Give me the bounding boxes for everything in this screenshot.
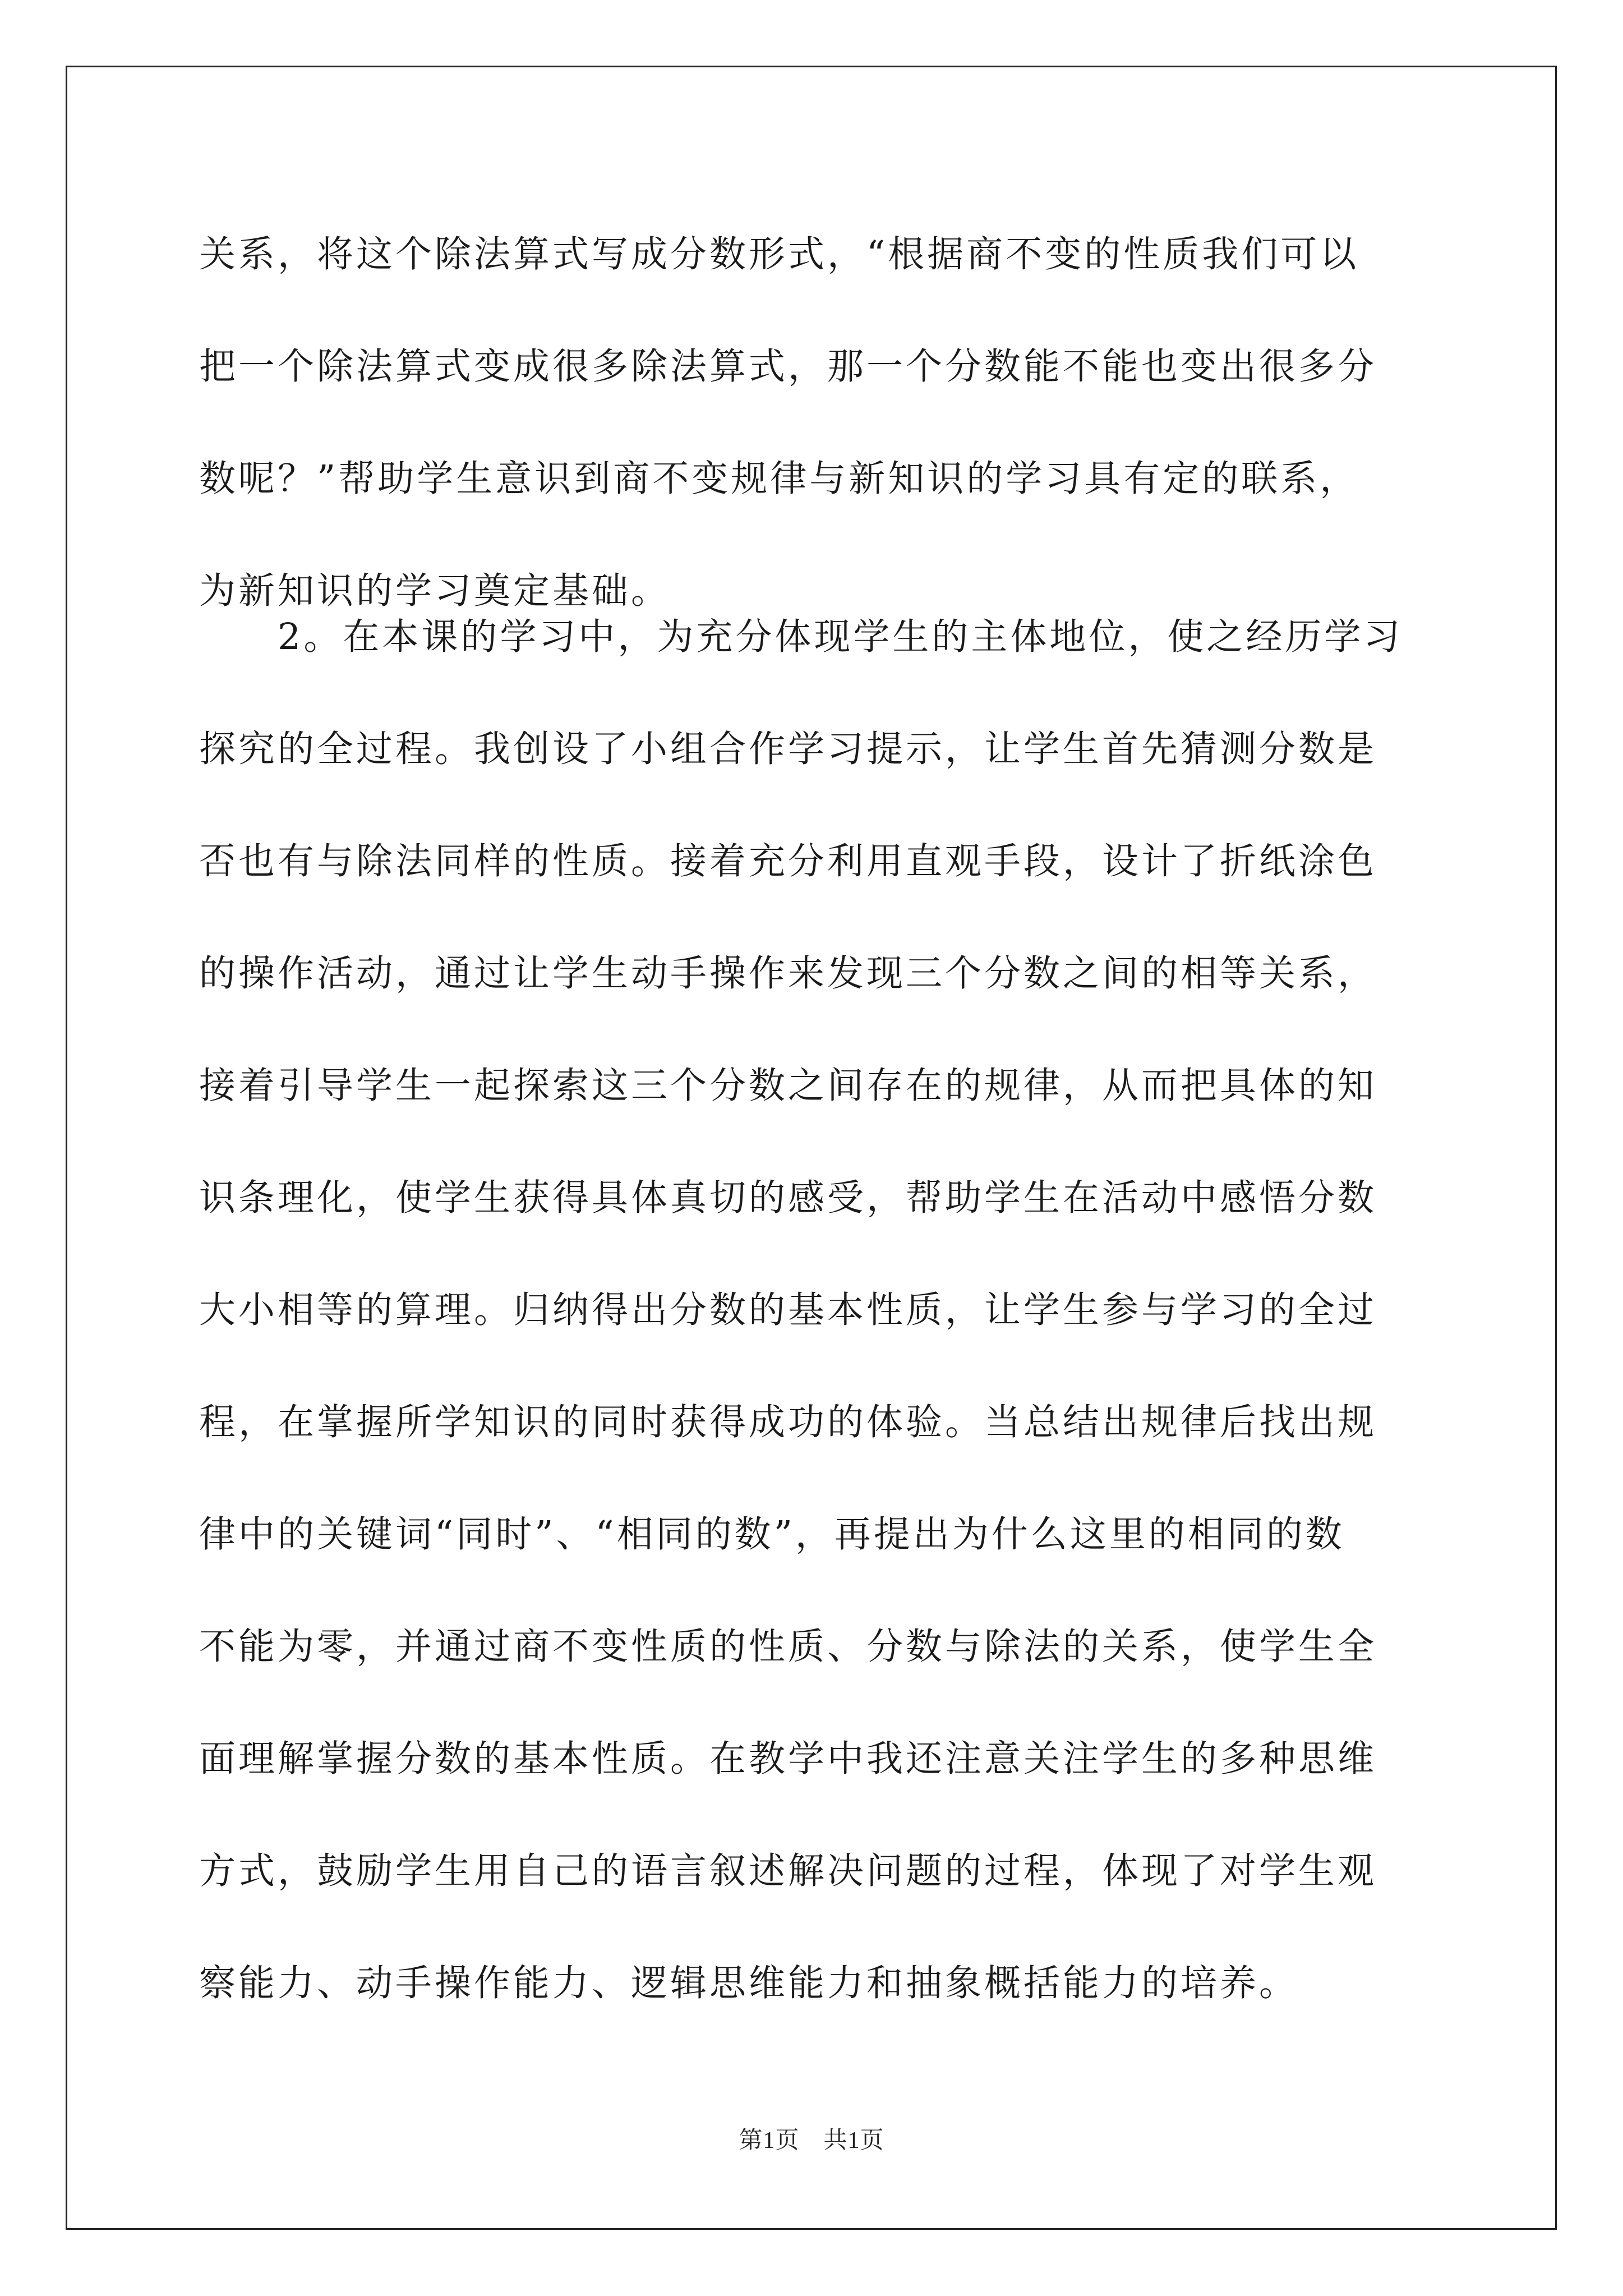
text-line: 方式，鼓励学生用自己的语言叙述解决问题的过程，体现了对学生观	[199, 1850, 1377, 1892]
text-line: 程，在掌握所学知识的同时获得成功的体验。当总结出规律后找出规	[199, 1401, 1377, 1443]
paragraph-2	[199, 581, 1427, 2040]
text-line: 识条理化，使学生获得具体真切的感受，帮助学生在活动中感悟分数	[199, 1177, 1377, 1219]
text-line: 不能为零，并通过商不变性质的性质、分数与除法的关系，使学生全	[199, 1626, 1377, 1668]
text-line: 接着引导学生一起探索这三个分数之间存在的规律，从而把具体的知	[199, 1065, 1377, 1107]
text-line: 大小相等的算理。归纳得出分数的基本性质，让学生参与学习的全过	[199, 1289, 1377, 1331]
page-footer: 第1页 共1页	[739, 2128, 884, 2154]
text-line: 2。在本课的学习中，为充分体现学生的主体地位，使之经历学习	[199, 616, 1403, 658]
text-line: 关系，将这个除法算式写成分数形式，“根据商不变的性质我们可以	[199, 233, 1359, 275]
text-line: 律中的关键词“同时”、“相同的数”，再提出为什么这里的相同的数	[199, 1513, 1345, 1556]
text-line: 探究的全过程。我创设了小组合作学习提示，让学生首先猜测分数是	[199, 728, 1377, 770]
paragraph-1	[199, 199, 1427, 647]
text-line: 为新知识的学习奠定基础。	[199, 570, 671, 612]
text-line: 察能力、动手操作能力、逻辑思维能力和抽象概括能力的培养。	[199, 1962, 1299, 2004]
text-line: 否也有与除法同样的性质。接着充分利用直观手段，设计了折纸涂色	[199, 840, 1377, 882]
text-line: 把一个除法算式变成很多除法算式，那一个分数能不能也变出很多分	[199, 346, 1377, 388]
text-line: 数呢？”帮助学生意识到商不变规律与新知识的学习具有定的联系，	[199, 458, 1359, 500]
text-line: 面理解掌握分数的基本性质。在教学中我还注意关注学生的多种思维	[199, 1738, 1377, 1780]
text-line: 的操作活动，通过让学生动手操作来发现三个分数之间的相等关系，	[199, 953, 1377, 995]
